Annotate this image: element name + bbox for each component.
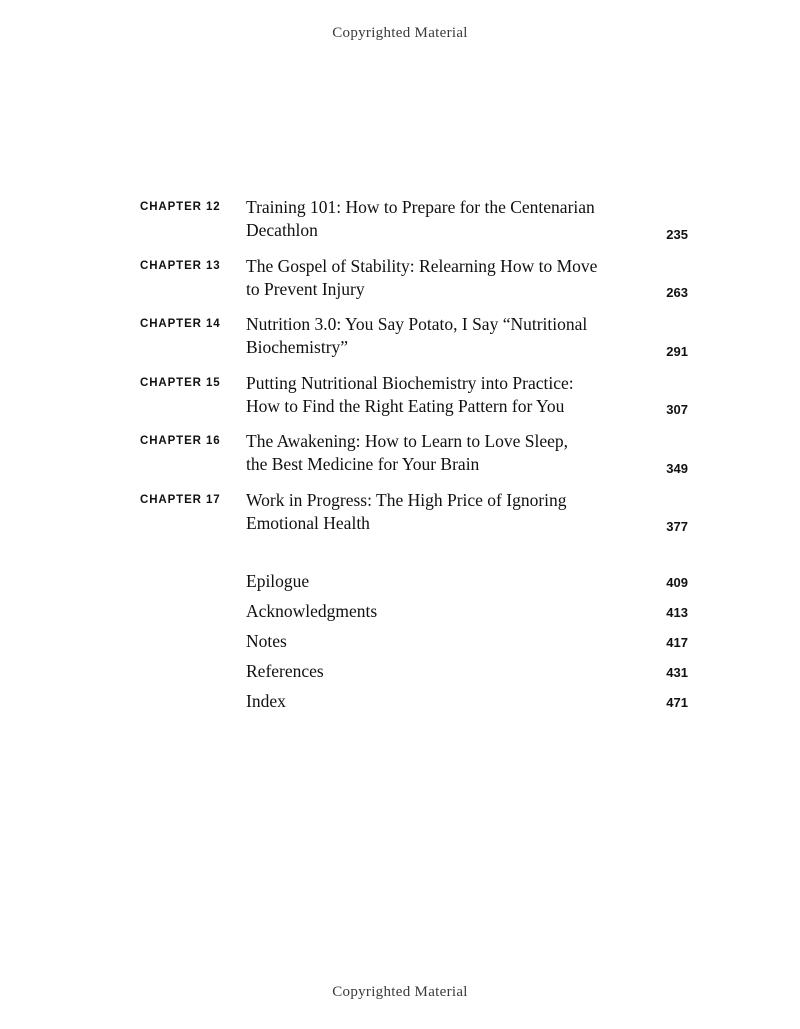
back-matter-title: Notes	[246, 631, 287, 652]
chapter-title	[240, 196, 630, 243]
copyright-notice-bottom: Copyrighted Material	[332, 984, 468, 1000]
back-matter-title: Epilogue	[246, 571, 310, 592]
chapter-page-number: 235	[666, 226, 688, 242]
chapter-title-line-1: Putting Nutritional Biochemistry into Practice:	[246, 372, 574, 393]
chapter-title-line-1: Work in Progress: The High Price of Ignoring	[246, 489, 567, 510]
chapter-title-line-1: The Gospel of Stability: Relearning How to Move	[246, 255, 598, 276]
back-matter-list	[140, 571, 688, 712]
table-of-contents	[140, 196, 688, 721]
chapter-page-number: 307	[666, 402, 688, 418]
chapter-title	[240, 313, 630, 360]
chapter-page-number: 349	[666, 460, 688, 476]
chapter-label: CHAPTER 16	[140, 435, 221, 448]
toc-entry	[140, 661, 688, 682]
chapter-title-line-1: Nutrition 3.0: You Say Potato, I Say “Nutritional	[246, 314, 588, 335]
chapter-page-number: 291	[666, 343, 688, 359]
chapter-page-number: 377	[666, 519, 688, 535]
chapter-title-line-1: Training 101: How to Prepare for the Centenarian	[246, 197, 595, 217]
chapter-label: CHAPTER 15	[140, 376, 221, 389]
toc-entry	[140, 196, 688, 243]
chapter-label: CHAPTER 13	[140, 259, 221, 272]
toc-entry	[140, 255, 688, 302]
toc-entry	[140, 430, 688, 477]
chapter-title-line-2: to Prevent Injury	[246, 278, 365, 299]
toc-entry	[140, 313, 688, 360]
back-matter-title: References	[246, 661, 324, 682]
back-matter-page-number: 471	[666, 695, 688, 711]
chapter-label: CHAPTER 17	[140, 493, 221, 506]
back-matter-title: Acknowledgments	[246, 601, 378, 622]
chapter-title-line-2: Biochemistry”	[246, 337, 349, 358]
toc-entry	[140, 601, 688, 622]
chapter-title-line-1: The Awakening: How to Learn to Love Sleep,	[246, 431, 569, 452]
chapter-title	[240, 489, 630, 536]
back-matter-title: Index	[246, 691, 286, 712]
chapter-title-line-2: How to Find the Right Eating Pattern for You	[246, 395, 565, 416]
chapter-title-line-2: Decathlon	[246, 220, 318, 241]
back-matter-page-number: 431	[666, 665, 688, 681]
chapter-label: CHAPTER 14	[140, 318, 221, 331]
chapter-title-line-2: Emotional Health	[246, 512, 370, 533]
toc-entry	[140, 631, 688, 652]
copyright-notice-top: Copyrighted Material	[332, 25, 468, 41]
chapter-title-line-2: the Best Medicine for Your Brain	[246, 454, 480, 475]
chapter-label: CHAPTER 12	[140, 201, 221, 213]
chapter-title	[240, 255, 630, 302]
back-matter-page-number: 413	[666, 605, 688, 621]
toc-entry	[140, 691, 688, 712]
toc-entry	[140, 571, 688, 592]
chapter-title	[240, 372, 630, 419]
back-matter-page-number: 409	[666, 575, 688, 591]
chapter-page-number: 263	[666, 285, 688, 301]
toc-entry	[140, 372, 688, 419]
back-matter-page-number: 417	[666, 635, 688, 651]
chapter-title	[240, 430, 630, 477]
toc-entry	[140, 489, 688, 536]
